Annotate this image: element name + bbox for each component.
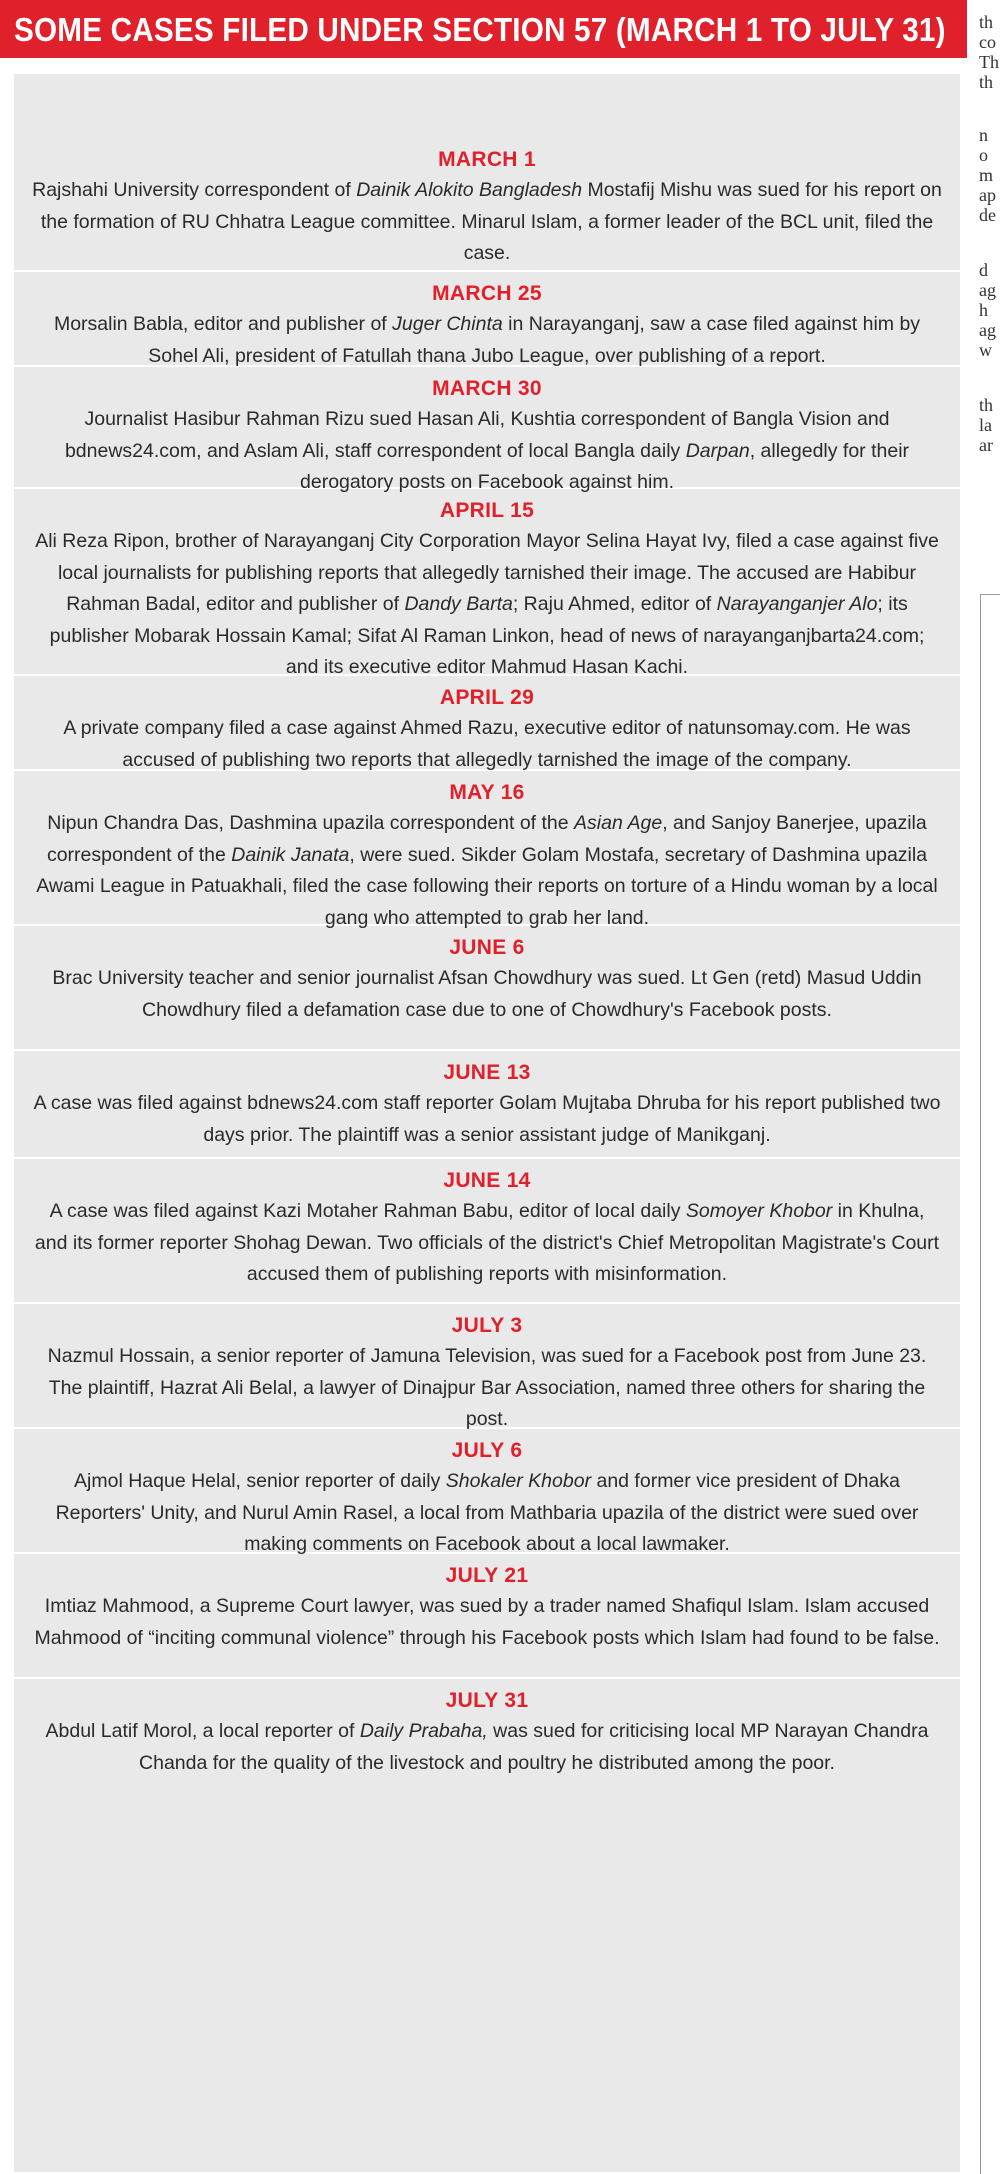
case-text: Journalist Hasibur Rahman Rizu sued Hasan Ali, Kushtia correspondent of Bangla Vision and bdnews24.com, and Aslam Ali, staff correspondent of local Bangla daily <box>64 408 890 462</box>
case-text: Abdul Latif Morol, a local reporter of <box>45 1720 360 1742</box>
case-text: , allegedly for their derogatory posts on Facebook against him. <box>300 439 910 493</box>
case-entry <box>14 1679 960 1804</box>
case-description <box>32 1591 942 1654</box>
adjacent-text-fragment: h <box>979 300 988 320</box>
case-entry <box>14 272 960 367</box>
case-description <box>32 404 942 499</box>
headline-banner <box>0 0 967 58</box>
case-date: APRIL 15 <box>439 499 535 522</box>
adjacent-text-fragment: d <box>979 260 988 280</box>
case-description <box>32 526 942 684</box>
adjacent-text-fragment: m <box>979 165 994 185</box>
case-description <box>32 309 942 372</box>
case-entry <box>14 1159 960 1304</box>
case-entry <box>14 367 960 493</box>
case-description <box>32 175 942 270</box>
case-entry <box>14 771 960 929</box>
publication-name: Somoyer Khobor <box>685 1200 833 1222</box>
case-text: Ali Reza Ripon, brother of Narayanganj City Corporation Mayor Selina Hayat Ivy, filed a case against five local journalists for publishing reports that allegedly tarnished their image. The accused are Habibur Rahman Badal, editor and publisher of <box>35 530 939 615</box>
case-date: MARCH 30 <box>432 377 542 400</box>
publication-name: Shokaler Khobor <box>445 1470 592 1492</box>
case-text: and former vice president of Dhaka Reporters' Unity, and Nurul Amin Rasel, a local from Mathbaria upazila of the district were sued over making comments on Facebook about a local lawmaker. <box>55 1470 919 1555</box>
case-date: JULY 21 <box>445 1564 529 1587</box>
case-text: Brac University teacher and senior journalist Afsan Chowdhury was sued. Lt Gen (retd) Masud Uddin Chowdhury filed a defamation case due to one of Chowdhury's Facebook posts. <box>52 967 922 1021</box>
case-text: , and Sanjoy Banerjee, upazila correspondent of the <box>46 812 927 866</box>
adjacent-text-fragment: th <box>979 395 994 415</box>
adjacent-text-fragment: ag <box>979 320 996 340</box>
adjacent-text-fragment: n <box>979 125 988 145</box>
adjacent-text-fragment: w <box>979 340 992 360</box>
cases-panel <box>14 74 960 2172</box>
adjacent-text-fragment: th <box>979 12 994 32</box>
case-text: was sued for criticising local MP Narayan Chandra Chanda for the quality of the livestock and poultry he distributed among the poor. <box>139 1720 929 1774</box>
publication-name: Dainik Janata <box>231 843 350 866</box>
case-entry <box>14 676 960 771</box>
case-description <box>32 1088 942 1151</box>
headline-title: SOME CASES FILED UNDER SECTION 57 (MARCH 1 TO JULY 31) <box>14 11 946 48</box>
case-date: JUNE 6 <box>449 936 525 959</box>
case-entry <box>14 1304 960 1429</box>
publication-name: Dandy Barta <box>404 593 513 615</box>
case-text: Mostafij Mishu was sued for his report on the formation of RU Chhatra League committee. Minarul Islam, a former leader of the BCL unit, filed the case. <box>40 179 942 264</box>
case-text: ; its publisher Mobarak Hossain Kamal; Sifat Al Raman Linkon, head of news of narayanganjbarta24.com; and its executive editor Mahmud Hasan Kachi. <box>49 593 925 678</box>
case-description <box>32 1466 942 1561</box>
case-text: Morsalin Babla, editor and publisher of <box>53 313 393 335</box>
adjacent-text-fragment: Th <box>979 52 999 72</box>
case-entry <box>14 1429 960 1554</box>
case-text: ; Raju Ahmed, editor of <box>512 593 717 615</box>
case-text: A private company filed a case against Ahmed Razu, executive editor of natunsomay.com. He was accused of publishing two reports that allegedly tarnished the image of the company. <box>63 717 911 771</box>
case-text: , were sued. Sikder Golam Mostafa, secretary of Dashmina upazila Awami League in Patuakhali, filed the case following their reports on torture of a Hindu woman by a local gang who attempted to grab her land. <box>36 843 938 929</box>
adjacent-text-fragment: ag <box>979 280 996 300</box>
case-text: A case was filed against bdnews24.com staff reporter Golam Mujtaba Dhruba for his report published two days prior. The plaintiff was a senior assistant judge of Manikganj. <box>33 1092 941 1146</box>
case-text: Nazmul Hossain, a senior reporter of Jamuna Television, was sued for a Facebook post from June 23. The plaintiff, Hazrat Ali Belal, a lawyer of Dinajpur Bar Association, named three others for sharing the post. <box>47 1345 927 1430</box>
case-entry <box>14 926 960 1051</box>
case-date: JULY 31 <box>445 1689 529 1712</box>
case-description <box>32 713 942 776</box>
publication-name: Daily Prabaha, <box>359 1720 488 1742</box>
case-text: in Khulna, and its former reporter Shohag Dewan. Two officials of the district's Chief Metropolitan Magistrate's Court accused them of publishing reports with misinformation. <box>34 1200 940 1285</box>
case-description <box>32 963 942 1026</box>
case-date: MAY 16 <box>449 781 525 804</box>
case-date: MARCH 25 <box>432 282 542 305</box>
adjacent-text-fragment: de <box>979 205 996 225</box>
publication-name: Asian Age <box>574 812 663 834</box>
case-description <box>32 808 942 934</box>
case-description <box>32 1196 942 1291</box>
adjacent-box-border <box>980 594 1000 2174</box>
case-description <box>32 1341 942 1436</box>
publication-name: Narayanganjer Alo <box>716 593 878 615</box>
adjacent-text-fragment: ar <box>979 435 993 455</box>
publication-name: Dainik Alokito Bangladesh <box>356 179 583 201</box>
case-text: A case was filed against Kazi Motaher Rahman Babu, editor of local daily <box>49 1200 686 1222</box>
case-date: JUNE 14 <box>443 1169 531 1192</box>
case-entry <box>14 138 960 272</box>
case-entry <box>14 1554 960 1679</box>
case-text: Imtiaz Mahmood, a Supreme Court lawyer, was sued by a trader named Shafiqul Islam. Islam accused Mahmood of “inciting communal violence” through his Facebook posts which Islam had found to be false. <box>34 1595 940 1649</box>
case-description <box>32 1716 942 1779</box>
adjacent-text-fragment: ap <box>979 185 996 205</box>
adjacent-text-fragment: th <box>979 72 994 92</box>
case-date: MARCH 1 <box>438 148 536 171</box>
publication-name: Juger Chinta <box>392 313 503 335</box>
case-date: APRIL 29 <box>439 686 535 709</box>
case-date: JUNE 13 <box>443 1061 531 1084</box>
adjacent-text-fragment: o <box>979 145 988 165</box>
case-text: Nipun Chandra Das, Dashmina upazila correspondent of the <box>47 812 575 834</box>
case-date: JULY 6 <box>451 1439 523 1462</box>
case-date: JULY 3 <box>451 1314 523 1337</box>
adjacent-text-fragment: la <box>979 415 992 435</box>
adjacent-text-fragment: co <box>979 32 996 52</box>
publication-name: Darpan <box>685 439 750 462</box>
case-text: Ajmol Haque Helal, senior reporter of daily <box>74 1470 446 1492</box>
case-text: in Narayanganj, saw a case filed against him by Sohel Ali, president of Fatullah thana Jubo League, over publishing of a report. <box>148 313 921 367</box>
case-text: Rajshahi University correspondent of <box>32 179 357 201</box>
case-entry <box>14 489 960 676</box>
case-entry <box>14 1051 960 1159</box>
